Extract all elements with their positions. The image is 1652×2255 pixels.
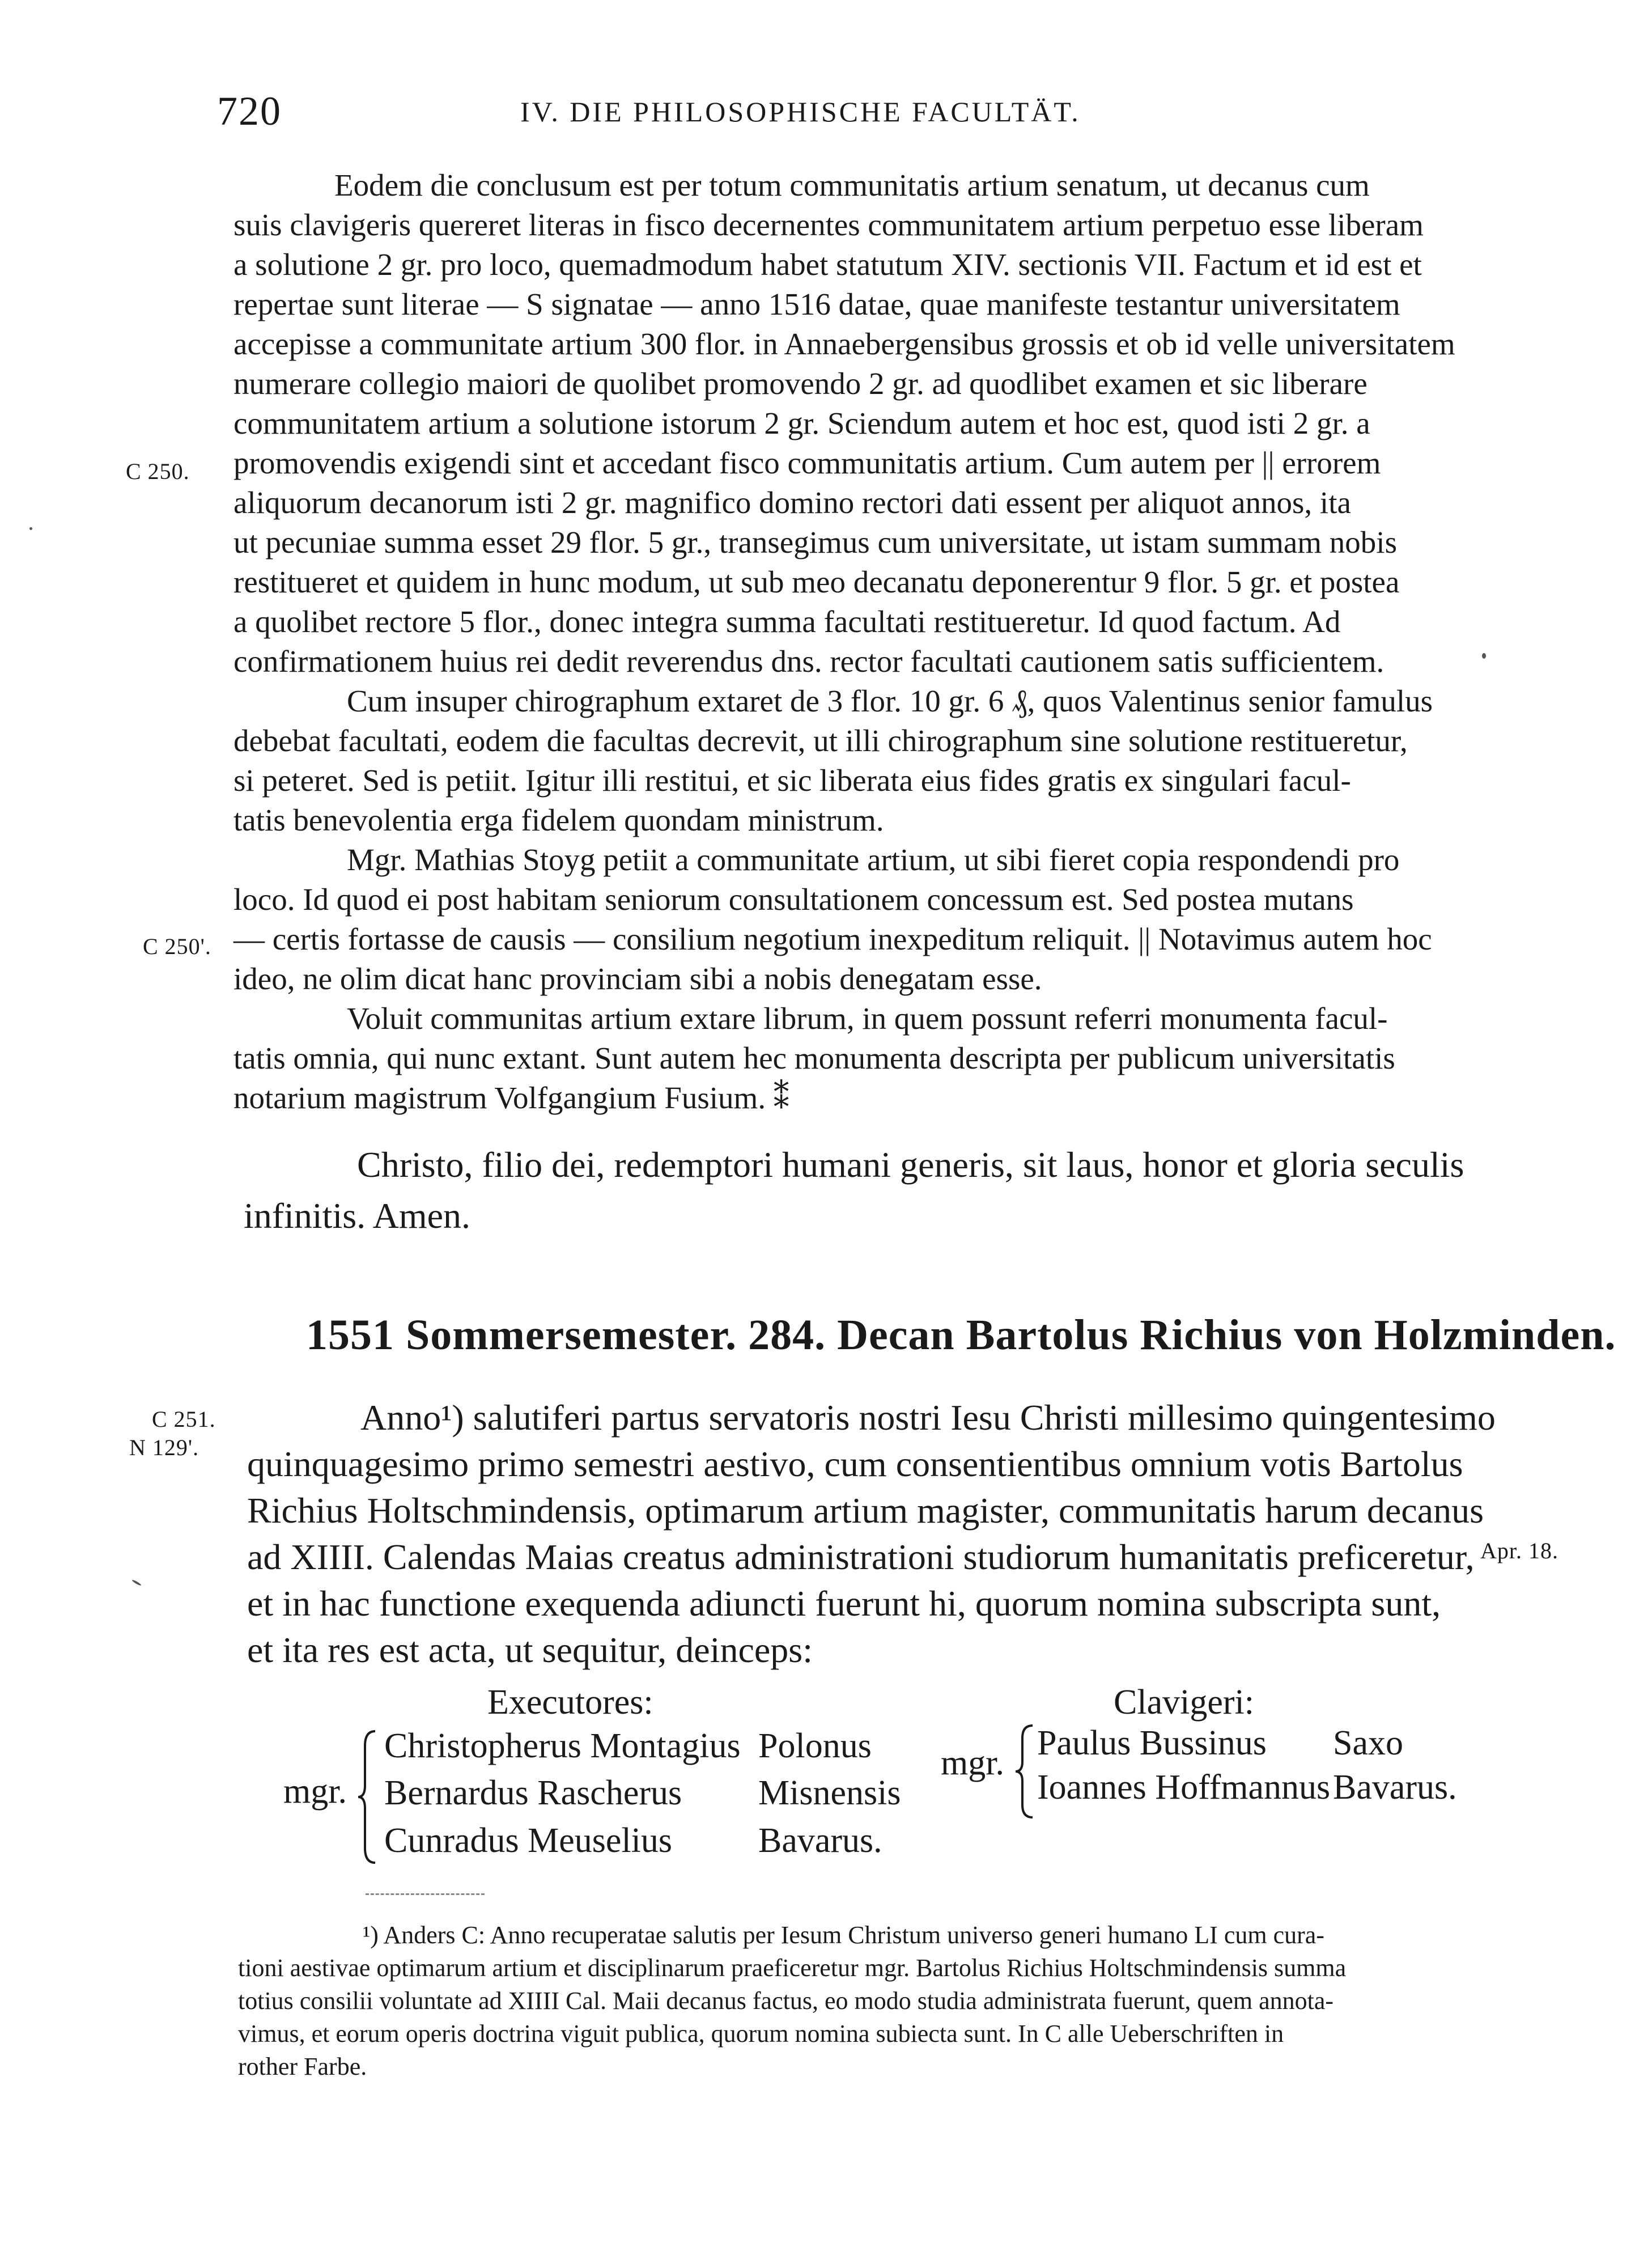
text-line: Cum insuper chirographum extaret de 3 flor. 10 gr. 6 ₰, quos Valentinus senior famulus (347, 684, 1433, 718)
text-line: Christo, filio dei, redemptori humani generis, sit laus, honor et gloria seculis (357, 1145, 1464, 1185)
text-line: Mgr. Mathias Stoyg petiit a communitate artium, ut sibi fieret copia respondendi pro (347, 842, 1400, 877)
footnote-line: ¹) Anders C: Anno recuperatae salutis per Iesum Christum universo generi humano LI cum cura- (363, 1921, 1324, 1949)
text-line: — certis fortasse de causis — consilium negotium inexpeditum reliquit. || Notavimus autem hoc (233, 922, 1432, 956)
text-line: tatis benevolentia erga fidelem quondam ministrum. (233, 803, 884, 837)
margin-note-c250: C 250. (126, 459, 190, 484)
clavigeri-prefix: mgr. (941, 1744, 1004, 1782)
claviger-origin: Saxo (1333, 1724, 1403, 1762)
text-line: et ita res est acta, ut sequitur, deinceps: (247, 1630, 813, 1670)
paragraph-statute (233, 166, 1486, 681)
text-line: ideo, ne olim dicat hanc provinciam sibi a nobis denegatam esse. (233, 961, 1042, 996)
footnote-line: vimus, et eorum operis doctrina viguit publica, quorum nomina subiecta sunt. In C alle Ueberschriften in (238, 2020, 1284, 2048)
text-line: et in hac functione exequenda adiuncti fuerunt hi, quorum nomina subscripta sunt, (247, 1583, 1441, 1624)
margin-note-apr18: Apr. 18. (1480, 1538, 1558, 1563)
executor-origin: Polonus (758, 1727, 872, 1765)
text-line: infinitis. Amen. (244, 1196, 470, 1236)
text-line: promovendis exigendi sint et accedant fisco communitatis artium. Cum autem per || errorem (233, 446, 1381, 480)
footnote-line: tioni aestivae optimarum artium et disciplinarum praeficeretur mgr. Bartolus Richius Holtschmindensis summa (238, 1954, 1347, 1982)
paragraph-anno (247, 1394, 1496, 1673)
text-line: debebat facultati, eodem die facultas decrevit, ut illi chirographum sine solutione restitueretur, (233, 723, 1408, 758)
executor-origin: Misnensis (758, 1774, 901, 1812)
executor-name: Bernardus Rascherus (384, 1774, 682, 1812)
clavigeri-brace (1014, 1723, 1037, 1820)
text-line: Anno¹) salutiferi partus servatoris nostri Iesu Christi millesimo quingentesimo (360, 1397, 1496, 1438)
margin-note-n129: N 129'. (129, 1435, 199, 1460)
clavigeri-title: Clavigeri: (1114, 1683, 1254, 1722)
text-line: numerare collegio maiori de quolibet promovendo 2 gr. ad quodlibet examen et sic liberare (233, 366, 1368, 401)
claviger-name: Ioannes Hoffmannus (1037, 1768, 1331, 1807)
text-line: si peteret. Sed is petiit. Igitur illi restitui, et sic liberata eius fides gratis ex singulari facul- (233, 763, 1351, 798)
footnote-line: rother Farbe. (238, 2053, 367, 2080)
scan-speck (131, 1579, 142, 1586)
margin-note-c250v: C 250'. (143, 934, 211, 959)
margin-note-c251: C 251. (152, 1406, 216, 1432)
text-line: aliquorum decanorum isti 2 gr. magnifico domino rectori dati essent per aliquot annos, ita (233, 485, 1351, 520)
text-line: confirmationem huius rei dedit reverendus dns. rector facultati cautionem satis sufficientem. (233, 644, 1385, 679)
text-line: tatis omnia, qui nunc extant. Sunt autem hec monumenta descripta per publicum universitatis (233, 1041, 1395, 1075)
paragraph-stoyg (233, 840, 1486, 999)
running-head: IV. DIE PHILOSOPHISCHE FACULTÄT. (520, 96, 1081, 128)
scan-speck (29, 527, 32, 530)
text-line: repertae sunt literae — S signatae — anno 1516 datae, quae manifeste testantur universitatem (233, 287, 1400, 321)
footnote-rule (366, 1893, 485, 1895)
executor-name: Christopherus Montagius (384, 1727, 741, 1765)
text-line: a quolibet rectore 5 flor., donec integra summa facultati restitueretur. Id quod factum. Ad (233, 604, 1341, 639)
page-number: 720 (217, 88, 282, 134)
executor-origin: Bavarus. (758, 1821, 882, 1860)
text-line: notarium magistrum Volfgangium Fusium. ⁑ (233, 1080, 789, 1115)
text-line: quinquagesimo primo semestri aestivo, cum consentientibus omnium votis Bartolus (247, 1444, 1463, 1484)
section-heading: 1551 Sommersemester. 284. Decan Bartolus Richius von Holzminden. (306, 1311, 1616, 1359)
text-line: ad XIIII. Calendas Maias creatus administrationi studiorum humanitatis preficeretur, (247, 1537, 1475, 1577)
text-line: Voluit communitas artium extare librum, in quem possunt referri monumenta facul- (347, 1001, 1388, 1036)
executor-name: Cunradus Meuselius (384, 1821, 673, 1860)
scan-speck (1482, 653, 1486, 659)
text-line: accepisse a communitate artium 300 flor. in Annaebergensibus grossis et ob id velle universitatem (233, 327, 1455, 361)
footnote (238, 1919, 1488, 2083)
claviger-name: Paulus Bussinus (1037, 1724, 1267, 1762)
paragraph-librum (233, 999, 1486, 1118)
closing-doxology (244, 1139, 1464, 1241)
text-line: a solutione 2 gr. pro loco, quemadmodum habet statutum XIV. sectionis VII. Factum et id est et (233, 247, 1422, 282)
text-line: Eodem die conclusum est per totum communitatis artium senatum, ut decanus cum (334, 168, 1370, 202)
paragraph-chirograph (233, 681, 1486, 840)
text-line: ut pecuniae summa esset 29 flor. 5 gr., transegimus cum universitate, ut istam summam nobis (233, 525, 1397, 559)
executores-title: Executores: (487, 1683, 653, 1722)
executores-brace (357, 1729, 380, 1865)
footnote-line: totius consilii voluntate ad XIIII Cal. Maii decanus factus, eo modo studia administrata fuerunt, quem annota- (238, 1987, 1334, 2015)
executores-prefix: mgr. (283, 1772, 347, 1811)
text-line: restitueret et quidem in hunc modum, ut sub meo decanatu deponerentur 9 flor. 5 gr. et postea (233, 565, 1400, 599)
claviger-origin: Bavarus. (1333, 1768, 1457, 1807)
text-line: suis clavigeris quereret literas in fisco decernentes communitatem artium perpetuo esse liberam (233, 207, 1424, 242)
text-line: Richius Holtschmindensis, optimarum artium magister, communitatis harum decanus (247, 1490, 1484, 1531)
text-line: communitatem artium a solutione istorum 2 gr. Sciendum autem et hoc est, quod isti 2 gr. a (233, 406, 1370, 440)
text-line: loco. Id quod ei post habitam seniorum consultationem concessum est. Sed postea mutans (233, 882, 1354, 917)
